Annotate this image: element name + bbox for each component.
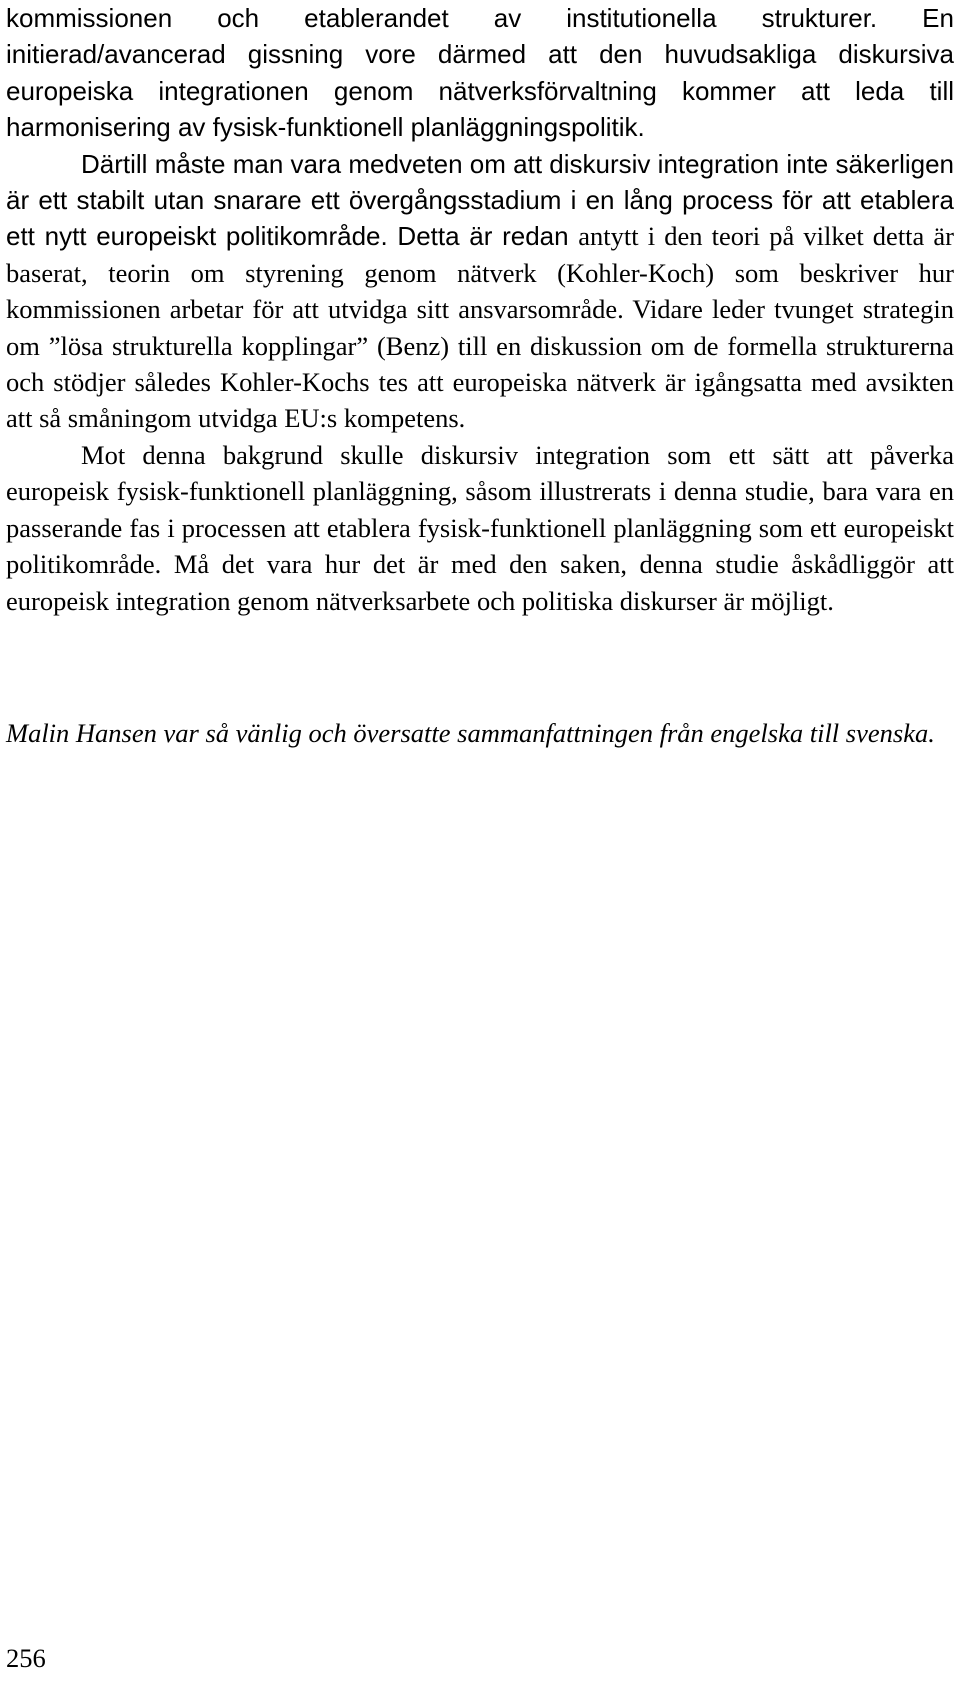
- translator-note: Malin Hansen var så vänlig och översatte sammanfattningen från engelska till svenska.: [6, 718, 935, 748]
- paragraph-3-text: Mot denna bakgrund skulle diskursiv integration som ett sätt att påverka europeisk fysisk-funktionell planläggning, såsom illustrerats i denna studie, bara vara en passerande fas i processen att etablera fysisk-funktionell planläggning som ett europeiskt politikområde. Må det vara hur det är med den saken, denna studie åskådliggör att europeisk integration genom nätverksarbete och politiska diskurser är möjligt.: [6, 439, 954, 616]
- page-number: 256: [6, 1643, 46, 1673]
- document-body: [6, 0, 954, 619]
- paragraph-2-text-sans: Därtill måste man vara medveten om att diskursiv integration inte säkerligen är ett stabilt utan snarare ett övergångsstadium i en lång process för att etablera ett nytt europeiskt politikområde. Detta är redan: [6, 148, 954, 252]
- paragraph-2-text-serif: antytt i den teori på vilket detta är baserat, teorin om styrening genom nätverk (Kohler-Koch) som beskriver hur kommissionen arbetar för att utvidga sitt ansvarsområde. Vidare leder tvunget strategin om ”lösa strukturella kopplingar” (Benz) till en diskussion om de formella strukturerna och stödjer således Kohler-Kochs tes att europeiska nätverk är igångsatta med avsikten att så småningom utvidga EU:s kompetens.: [6, 221, 954, 434]
- paragraph-2: [6, 146, 954, 437]
- paragraph-1: [6, 0, 954, 146]
- paragraph-1-text: kommissionen och etablerandet av institutionella strukturer. En initierad/avancerad gissning vore därmed att den huvudsakliga diskursiva europeiska integrationen genom nätverksförvaltning kommer att leda till harmonisering av fysisk-funktionell planläggningspolitik.: [6, 3, 954, 143]
- paragraph-3: [6, 437, 954, 619]
